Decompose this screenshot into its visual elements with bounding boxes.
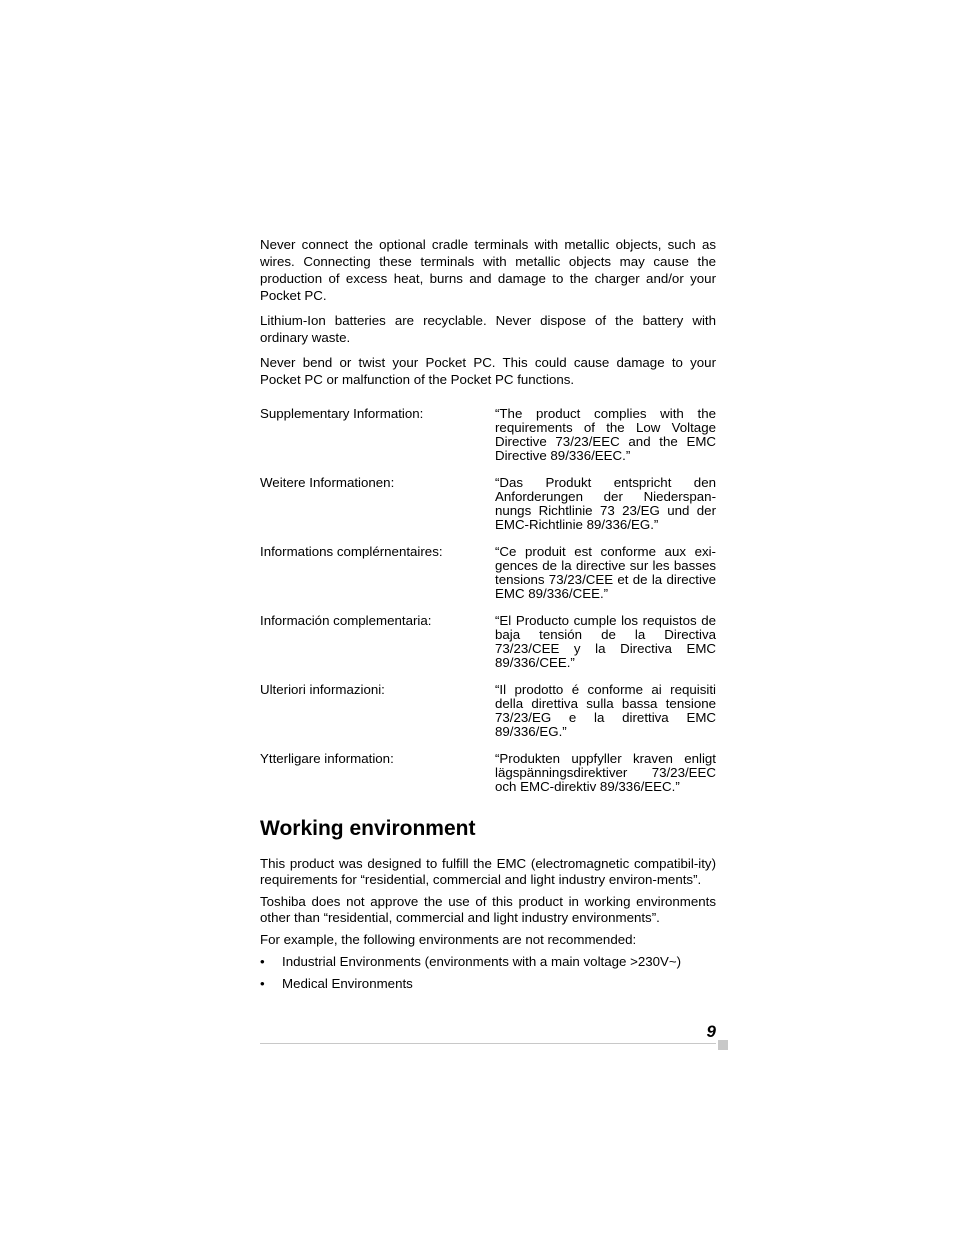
safety-paragraph: Lithium-Ion batteries are recyclable. Never dispose of the battery with ordinary waste. [260,313,716,345]
bullet-text: Industrial Environments (environments with a main voltage >230V~) [282,954,682,969]
info-label: Información complementaria: [260,613,432,628]
bullet-item [260,976,716,992]
info-label: Informations complérnentaires: [260,544,443,559]
info-row [260,614,716,670]
working-environment-paragraph: This product was designed to fulfill the EMC (electromagnetic compatibil-ity) requirements for “residential, commercial and light industry environ-ments”. [260,856,716,887]
info-text: “Das Produkt entspricht den Anforderungen der Niederspan-nungs Richtlinie 73 23/EG und der EMC-Richtlinie 89/336/EG.” [495,475,716,532]
supplementary-info-table [260,407,716,794]
info-text: “Il prodotto é conforme ai requisiti della direttiva sulla bassa tensione 73/23/EG e la direttiva EMC 89/336/EG.” [495,682,716,739]
info-row [260,476,716,532]
info-row [260,752,716,794]
info-row [260,545,716,601]
bullet-icon: • [260,954,265,969]
info-label: Ulteriori informazioni: [260,682,385,697]
page-number: 9 [706,1022,716,1041]
page-content [260,236,716,998]
info-text: “Ce produit est conforme aux exi-gences de la directive sur les basses tensions 73/23/CEE et de la directive EMC 89/336/CEE.” [495,544,716,601]
corner-square-icon [718,1040,728,1050]
info-row [260,407,716,463]
safety-paragraph: Never connect the optional cradle terminals with metallic objects, such as wires. Connecting these terminals with metallic objects may cause the production of excess heat, burns and damage to the charger and/or your Pocket PC. [260,237,716,303]
working-environment-paragraph: For example, the following environments are not recommended: [260,932,637,947]
info-label: Supplementary Information: [260,406,424,421]
info-text: “Produkten uppfyller kraven enligt lägspänningsdirektiver 73/23/EEC och EMC-direktiv 89/336/EEC.” [495,751,716,794]
bullet-text: Medical Environments [282,976,413,991]
bullet-icon: • [260,976,265,991]
environment-bullet-list [260,954,716,992]
footer-divider [260,1043,716,1044]
working-environment-paragraph: Toshiba does not approve the use of this product in working environments other than “residential, commercial and light industry environments”. [260,894,716,925]
safety-paragraph: Never bend or twist your Pocket PC. This could cause damage to your Pocket PC or malfunction of the Pocket PC functions. [260,355,716,387]
info-row [260,683,716,739]
section-heading: Working environment [260,817,476,840]
info-text: “El Producto cumple los requistos de baja tensión de la Directiva 73/23/CEE y la Directiva EMC 89/336/CEE.” [495,613,716,670]
bullet-item [260,954,716,970]
info-label: Ytterligare information: [260,751,394,766]
info-text: “The product complies with the requirements of the Low Voltage Directive 73/23/EEC and the EMC Directive 89/336/EEC.” [495,406,716,463]
info-label: Weitere Informationen: [260,475,395,490]
